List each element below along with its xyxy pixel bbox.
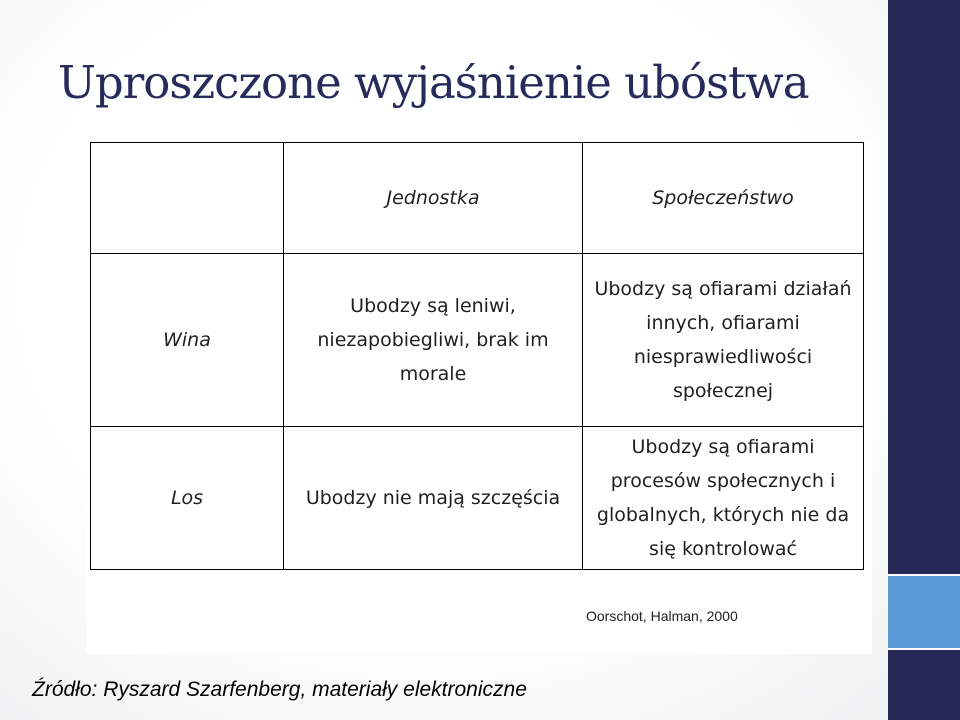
sidebar-divider [888,648,960,650]
table-header-row [91,143,864,254]
source-note: Źródło: Ryszard Szarfenberg, materiały elektroniczne [32,678,527,701]
row-header-wina: Wina [91,254,284,427]
cell-wina-individual: Ubodzy są leniwi, niezapobiegliwi, brak im morale [284,254,583,427]
cell-los-individual: Ubodzy nie mają szczęścia [284,427,583,570]
slide-title: Uproszczone wyjaśnienie ubóstwa [58,56,809,109]
sidebar-decoration-accent [888,576,960,648]
column-header-individual: Jednostka [284,143,583,254]
cell-wina-society: Ubodzy są ofiarami działań innych, ofiarami niesprawiedliwości społecznej [583,254,864,427]
cell-los-society: Ubodzy są ofiarami procesów społecznych i globalnych, których nie da się kontrolować [583,427,864,570]
table-row [91,427,864,570]
table-figure [86,138,872,654]
table-corner-cell [91,143,284,254]
table-citation: Oorschot, Halman, 2000 [586,608,738,624]
poverty-explanation-table [90,142,864,570]
table-row [91,254,864,427]
row-header-los: Los [91,427,284,570]
column-header-society: Społeczeństwo [583,143,864,254]
